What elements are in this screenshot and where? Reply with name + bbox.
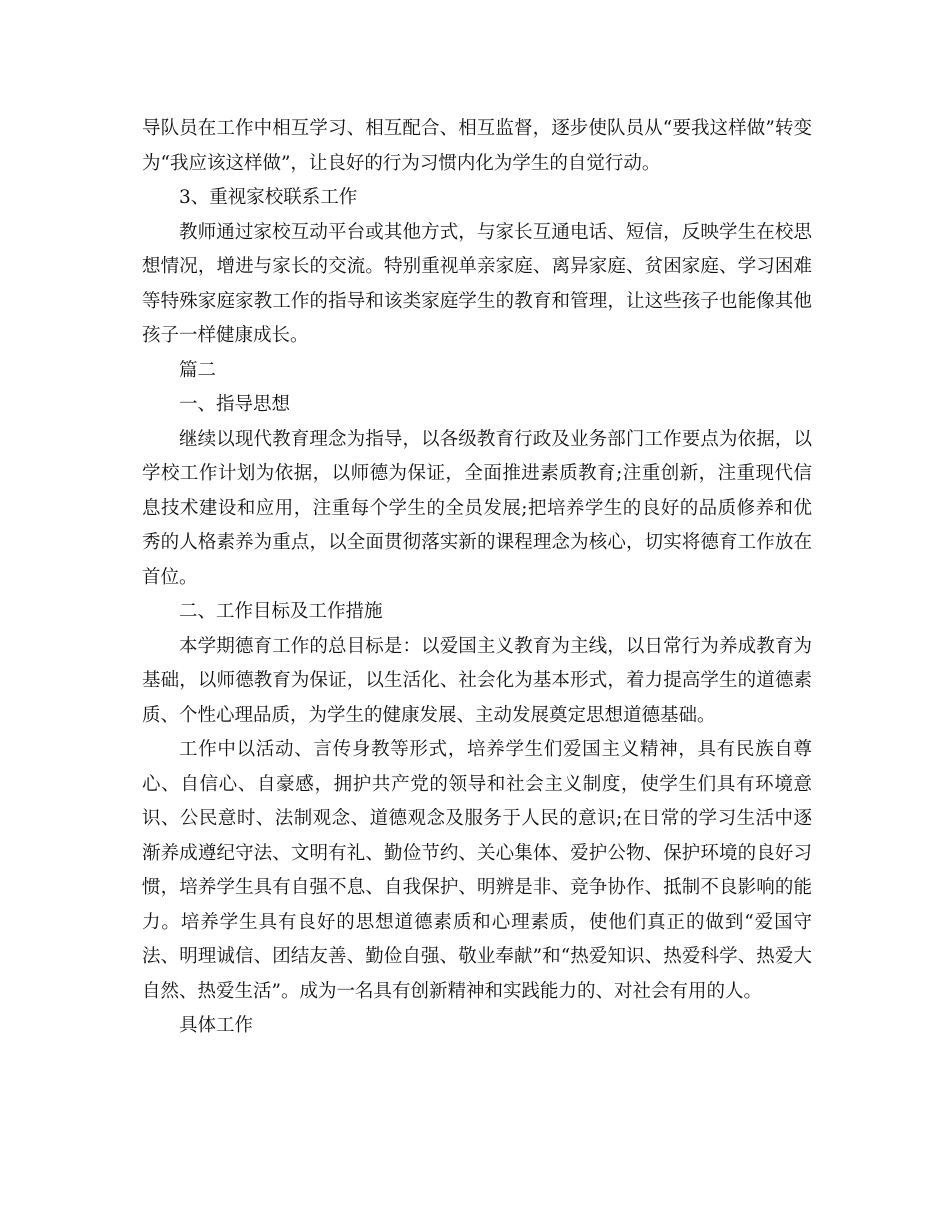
paragraph-work-methods: 工作中以活动、言传身教等形式，培养学生们爱国主义精神，具有民族自尊心、自信心、自豪感，拥护共产党的领导和社会主义制度，使学生们具有环境意识、公民意时、法制观念、道德观念及服务于人民的意识;在日常的学习生活中逐渐养成遵纪守法、文明有礼、勤俭节约、关心集体、爱护公物、保护环境的良好习惯，培养学生具有自强不息、自我保护、明辨是非、竞争协作、抵制不良影响的能力。培养学生具有良好的思想道德素质和心理素质，使他们真正的做到“爱国守法、明理诚信、团结友善、勤俭自强、敬业奉献”和“热爱知识、热爱科学、热爱大自然、热爱生活”。成为一名具有创新精神和实践能力的、对社会有用的人。 — [142, 739, 812, 1002]
section-title-part-two: 篇二 — [179, 359, 217, 381]
heading-home-school-contact: 3、重视家校联系工作 — [179, 187, 358, 208]
heading-goals-measures: 二、工作目标及工作措施 — [179, 601, 383, 622]
paragraph-guiding-ideology: 继续以现代教育理念为指导，以各级教育行政及业务部门工作要点为依据，以学校工作计划为依据，以师德为保证，全面推进素质教育;注重创新，注重现代信息技术建设和应用，注重每个学生的全员发展;把培养学生的良好的品质修养和优秀的人格素养为重点，以全面贯彻落实新的课程理念为核心，切实将德育工作放在首位。 — [142, 428, 812, 588]
paragraph-continuation: 导队员在工作中相互学习、相互配合、相互监督，逐步使队员从“要我这样做”转变为“我应该这样做”，让良好的行为习惯内化为学生的自觉行动。 — [142, 118, 812, 174]
paragraph-home-school: 教师通过家校互动平台或其他方式，与家长互通电话、短信，反映学生在校思想情况，增进与家长的交流。特别重视单亲家庭、离异家庭、贫困家庭、学习困难等特殊家庭家教工作的指导和该类家庭学生的教育和管理，让这些孩子也能像其他孩子一样健康成长。 — [142, 221, 812, 346]
paragraph-overall-goal: 本学期德育工作的总目标是：以爱国主义教育为主线，以日常行为养成教育为基础，以师德教育为保证，以生活化、社会化为基本形式，着力提高学生的道德素质、个性心理品质，为学生的健康发展、主动发展奠定思想道德基础。 — [142, 635, 812, 726]
heading-specific-work: 具体工作 — [179, 1015, 254, 1036]
heading-guiding-ideology: 一、指导思想 — [179, 394, 291, 415]
